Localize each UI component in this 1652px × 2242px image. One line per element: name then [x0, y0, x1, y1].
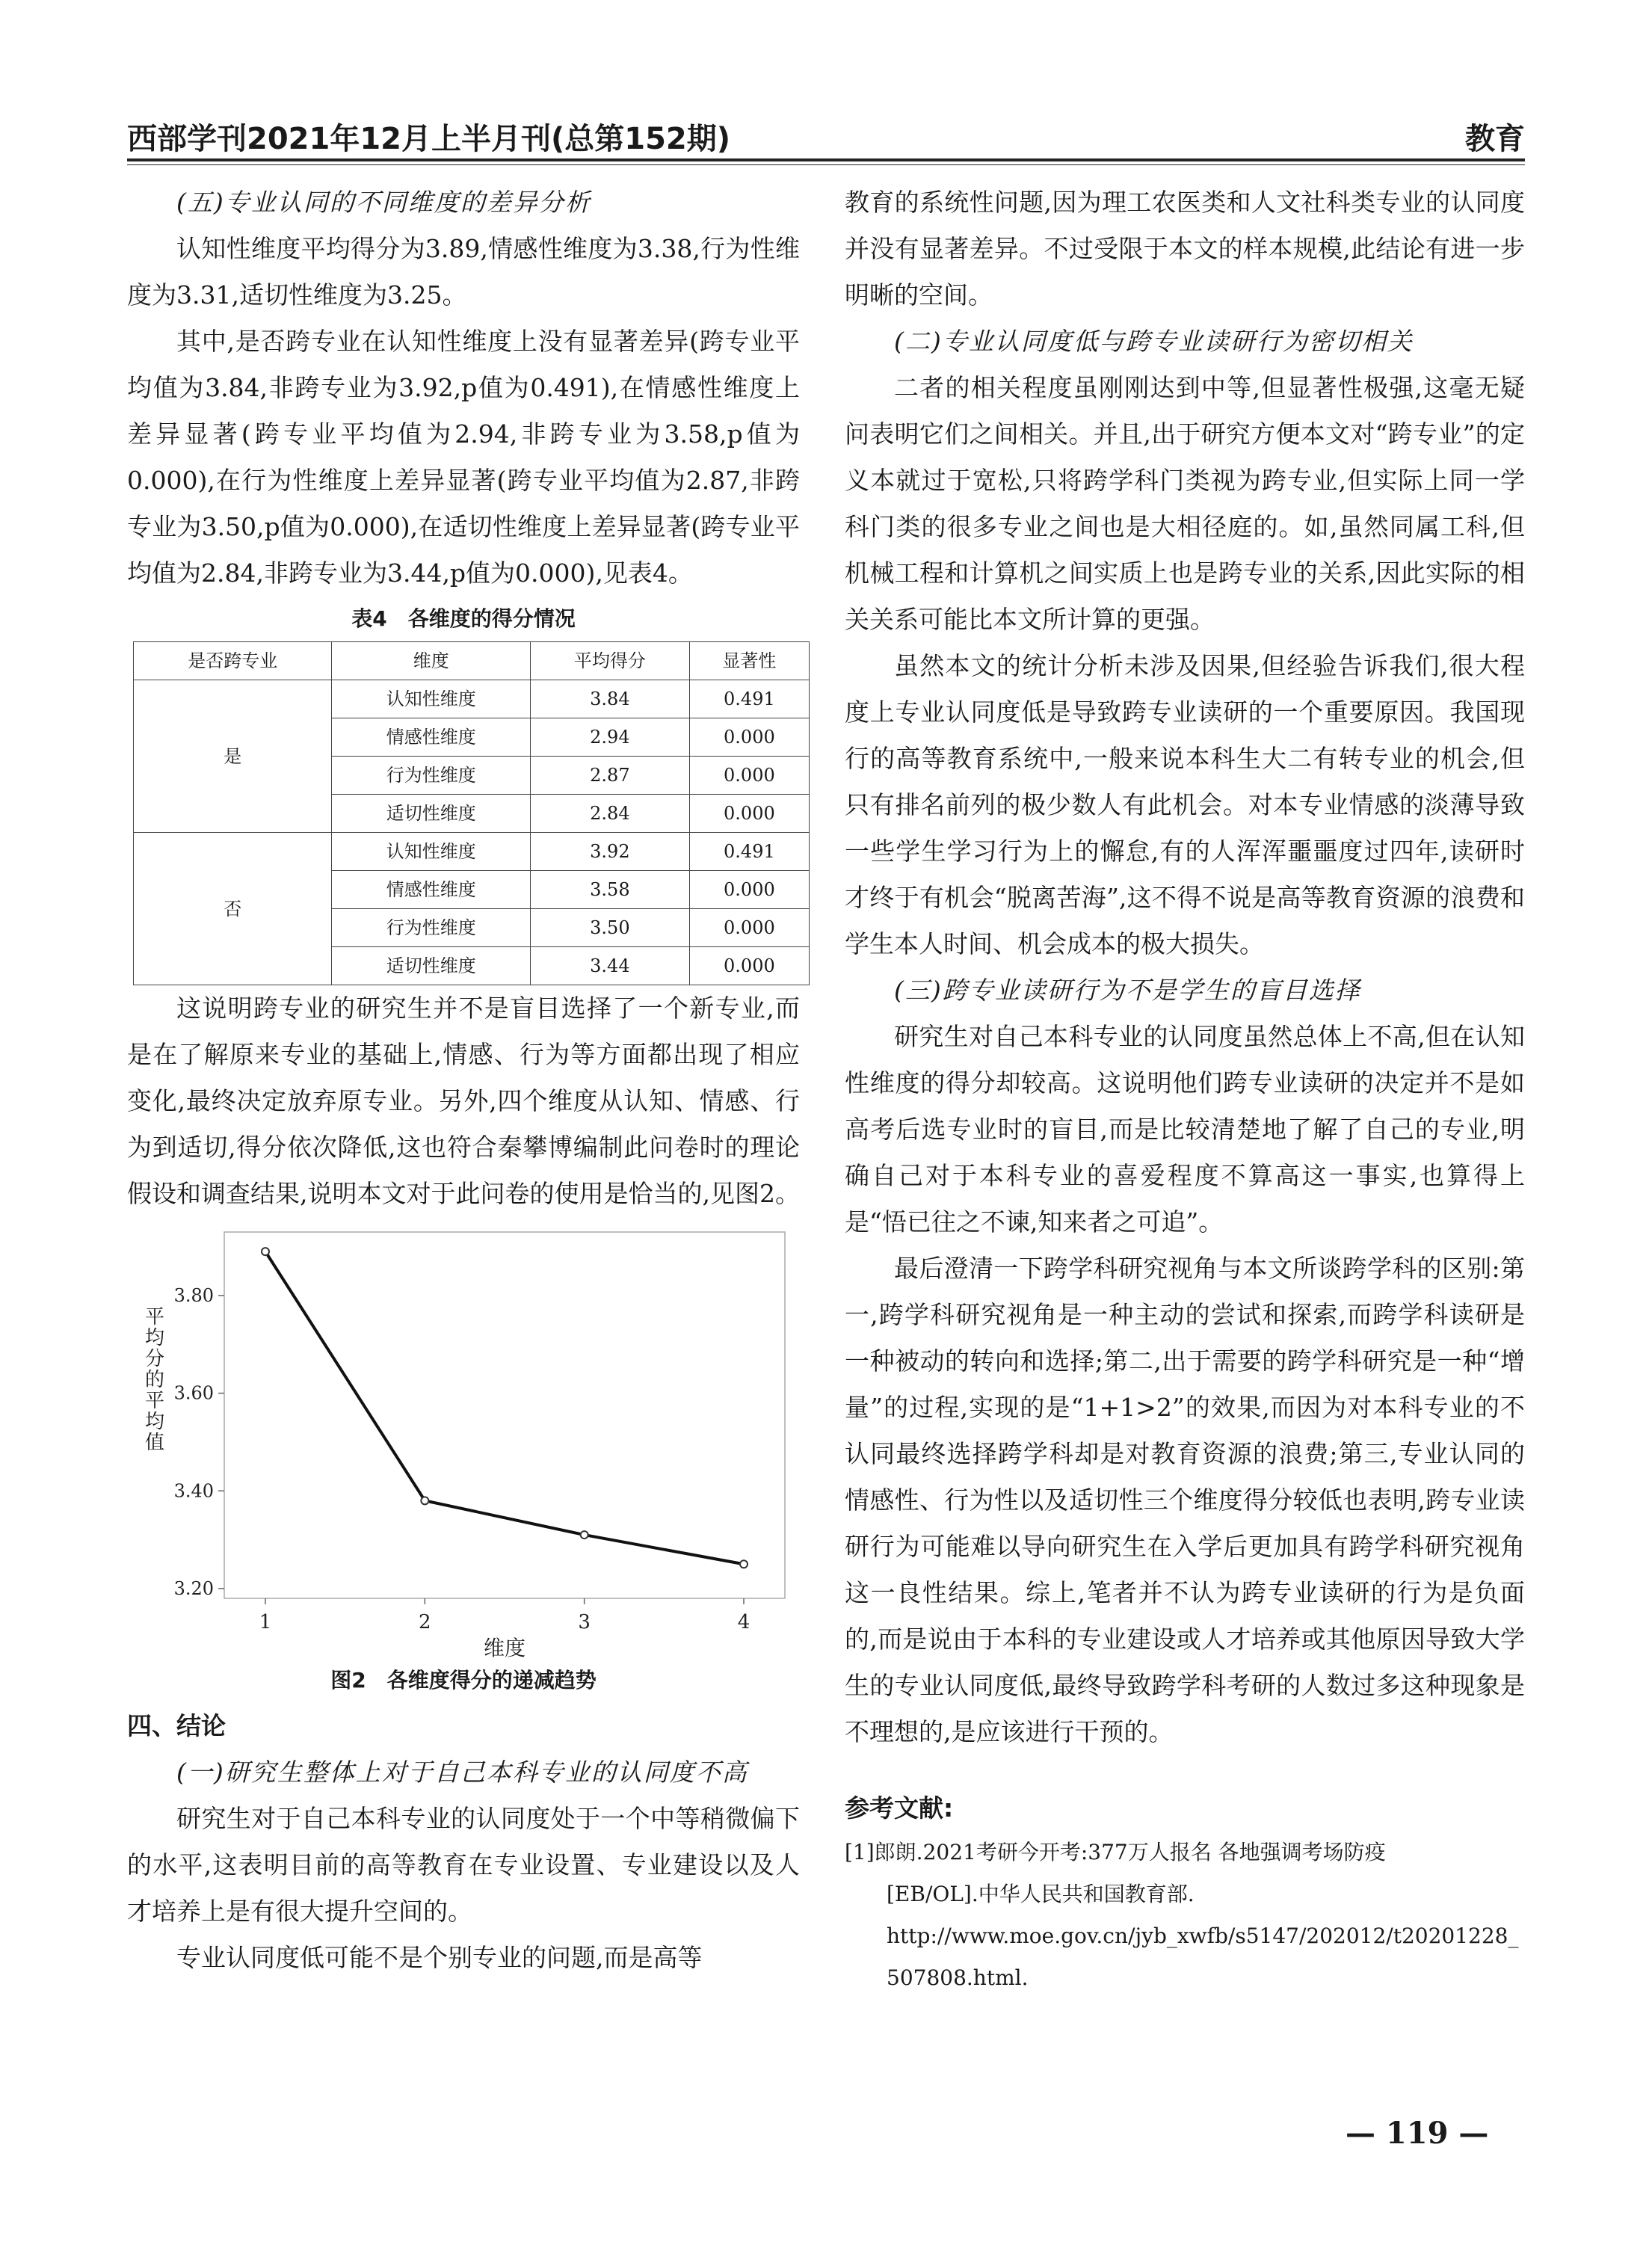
x-tick-label: 1	[259, 1611, 272, 1633]
table-header-cell: 显著性	[689, 642, 809, 680]
figure-caption: 图2 各维度得分的递减趋势	[330, 1668, 597, 1693]
y-axis-label: 平均分的平均值	[144, 1306, 164, 1454]
data-point	[740, 1560, 748, 1568]
table-header-cell: 维度	[332, 642, 530, 680]
x-tick-label: 3	[578, 1611, 591, 1633]
subsection-heading: (二)专业认同度低与跨专业读研行为密切相关	[894, 327, 1414, 356]
journal-title: 西部学刊2021年12月上半月刊(总第152期)	[127, 122, 731, 156]
x-tick-label: 4	[737, 1611, 751, 1633]
y-tick-label: 3.40	[173, 1480, 214, 1502]
page-number: — 119 —	[1346, 2116, 1489, 2151]
page-header	[127, 105, 1525, 164]
y-tick-label: 3.80	[173, 1284, 214, 1306]
right-column	[845, 179, 1525, 1999]
reference-item	[845, 1832, 1525, 1999]
table-caption: 表4 各维度的得分情况	[351, 606, 576, 631]
table-row	[134, 680, 810, 718]
section-heading: 四、结论	[127, 1711, 226, 1740]
paragraph: 研究生对自己本科专业的认同度虽然总体上不高,但在认知性维度的得分却较高。这说明他们跨专业读研的决定并不是如高考后选专业时的盲目,而是比较清楚地了解了自己的专业,明确自己对于本科专业的喜爱程度不算高这一事实,也算得上是“悟已往之不谏,知来者之可追”。	[845, 1022, 1525, 1237]
table-cell: 2.94	[530, 718, 689, 757]
section-tag: 教育	[1465, 122, 1525, 156]
paragraph: 教育的系统性问题,因为理工农医类和人文社科类专业的认同度并没有显著差异。不过受限于本文的样本规模,此结论有进一步明晰的空间。	[845, 188, 1525, 309]
data-point	[421, 1497, 428, 1504]
table-cell: 0.000	[689, 947, 809, 985]
table-cell: 2.87	[530, 757, 689, 795]
plot-frame	[224, 1232, 785, 1598]
table-cell: 0.000	[689, 795, 809, 833]
group-cell: 是	[134, 680, 332, 833]
reference-line: 507808.html.	[887, 1965, 1029, 1990]
data-point	[581, 1531, 588, 1539]
table-cell: 0.000	[689, 718, 809, 757]
table-cell: 0.491	[689, 680, 809, 718]
table-header-cell: 是否跨专业	[134, 642, 332, 680]
table-cell: 3.50	[530, 909, 689, 947]
table-cell: 适切性维度	[332, 795, 530, 833]
chart-canvas	[127, 1225, 800, 1658]
group-cell: 否	[134, 833, 332, 985]
table-cell: 认知性维度	[332, 680, 530, 718]
paragraph: 最后澄清一下跨学科研究视角与本文所谈跨学科的区别:第一,跨学科研究视角是一种主动的尝试和探索,而跨学科读研是一种被动的转向和选择;第二,出于需要的跨学科研究是一种“增量”的过程,实现的是“1+1>2”的效果,而因为对本科专业的不认同最终选择跨学科却是对教育资源的浪费;第三,专业认同的情感性、行为性以及适切性三个维度得分较低也表明,跨专业读研行为可能难以导向研究生在入学后更加具有跨学科研究视角这一良性结果。综上,笔者并不认为跨专业读研的行为是负面的,而是说由于本科的专业建设或人才培养或其他原因导致大学生的专业认同度低,最终导致跨学科考研的人数过多这种现象是不理想的,是应该进行干预的。	[845, 1254, 1525, 1746]
left-column	[127, 179, 800, 1981]
table-cell: 3.58	[530, 871, 689, 909]
series-line	[265, 1251, 744, 1564]
table-cell: 3.92	[530, 833, 689, 871]
reference-line: [1]郎朗.2021考研今开考:377万人报名 各地强调考场防疫	[845, 1840, 1386, 1864]
table-cell: 3.44	[530, 947, 689, 985]
paragraph: 二者的相关程度虽刚刚达到中等,但显著性极强,这毫无疑问表明它们之间相关。并且,出于研究方便本文对“跨专业”的定义本就过于宽松,只将跨学科门类视为跨专业,但实际上同一学科门类的很多专业之间也是大相径庭的。如,虽然同属工科,但机械工程和计算机之间实质上也是跨专业的关系,因此实际的相关关系可能比本文所计算的更强。	[845, 373, 1525, 634]
y-tick-label: 3.20	[173, 1577, 214, 1599]
table-cell: 0.000	[689, 871, 809, 909]
table-cell: 2.84	[530, 795, 689, 833]
table-cell: 适切性维度	[332, 947, 530, 985]
table-cell: 0.000	[689, 909, 809, 947]
data-point	[262, 1248, 269, 1255]
subsection-heading: (三)跨专业读研行为不是学生的盲目选择	[894, 976, 1361, 1005]
table-cell: 行为性维度	[332, 757, 530, 795]
paragraph: 认知性维度平均得分为3.89,情感性维度为3.38,行为性维度为3.31,适切性维度为3.25。	[127, 234, 800, 309]
subsection-heading: (一)研究生整体上对于自己本科专业的认同度不高	[176, 1758, 748, 1787]
table-cell: 认知性维度	[332, 833, 530, 871]
table-cell: 0.000	[689, 757, 809, 795]
header-rule	[127, 158, 1525, 161]
paragraph: 虽然本文的统计分析未涉及因果,但经验告诉我们,很大程度上专业认同度低是导致跨专业读研的一个重要原因。我国现行的高等教育系统中,一般来说本科生大二有转专业的机会,但只有排名前列的极少数人有此机会。对本专业情感的淡薄导致一些学生学习行为上的懈怠,有的人浑浑噩噩度过四年,读研时才终于有机会“脱离苦海”,这不得不说是高等教育资源的浪费和学生本人时间、机会成本的极大损失。	[845, 651, 1525, 958]
table-cell: 行为性维度	[332, 909, 530, 947]
subsection-heading: (五)专业认同的不同维度的差异分析	[176, 188, 591, 217]
table-cell: 情感性维度	[332, 871, 530, 909]
paragraph: 其中,是否跨专业在认知性维度上没有显著差异(跨专业平均值为3.84,非跨专业为3.92,p值为0.491),在情感性维度上差异显著(跨专业平均值为2.94,非跨专业为3.58,p值为0.000),在行为性维度上差异显著(跨专业平均值为2.87,非跨专业为3.50,p值为0.000),在适切性维度上差异显著(跨专业平均值为2.84,非跨专业为3.44,p值为0.000),见表4。	[127, 327, 800, 588]
table-header-cell: 平均得分	[530, 642, 689, 680]
reference-url: http://www.moe.gov.cn/jyb_xwfb/s5147/202012/t20201228_	[887, 1924, 1519, 1948]
paragraph: 这说明跨专业的研究生并不是盲目选择了一个新专业,而是在了解原来专业的基础上,情感、行为等方面都出现了相应变化,最终决定放弃原专业。另外,四个维度从认知、情感、行为到适切,得分依次降低,这也符合秦攀博编制此问卷时的理论假设和调查结果,说明本文对于此问卷的使用是恰当的,见图2。	[127, 994, 800, 1208]
table-cell: 3.84	[530, 680, 689, 718]
header-rule-thin	[127, 164, 1525, 165]
x-tick-label: 2	[419, 1611, 431, 1633]
references-title: 参考文献:	[845, 1793, 954, 1823]
table-row	[134, 833, 810, 871]
reference-line: [EB/OL].中华人民共和国教育部.	[887, 1882, 1195, 1906]
table-cell: 情感性维度	[332, 718, 530, 757]
table-cell: 0.491	[689, 833, 809, 871]
line-chart	[127, 1225, 800, 1658]
score-table	[133, 641, 810, 985]
paragraph: 研究生对于自己本科专业的认同度处于一个中等稍微偏下的水平,这表明目前的高等教育在专业设置、专业建设以及人才培养上是有很大提升空间的。	[127, 1804, 800, 1926]
paragraph: 专业认同度低可能不是个别专业的问题,而是高等	[176, 1943, 703, 1972]
table-header-row	[134, 642, 810, 680]
y-tick-label: 3.60	[173, 1382, 214, 1404]
x-axis-label: 维度	[483, 1636, 526, 1658]
